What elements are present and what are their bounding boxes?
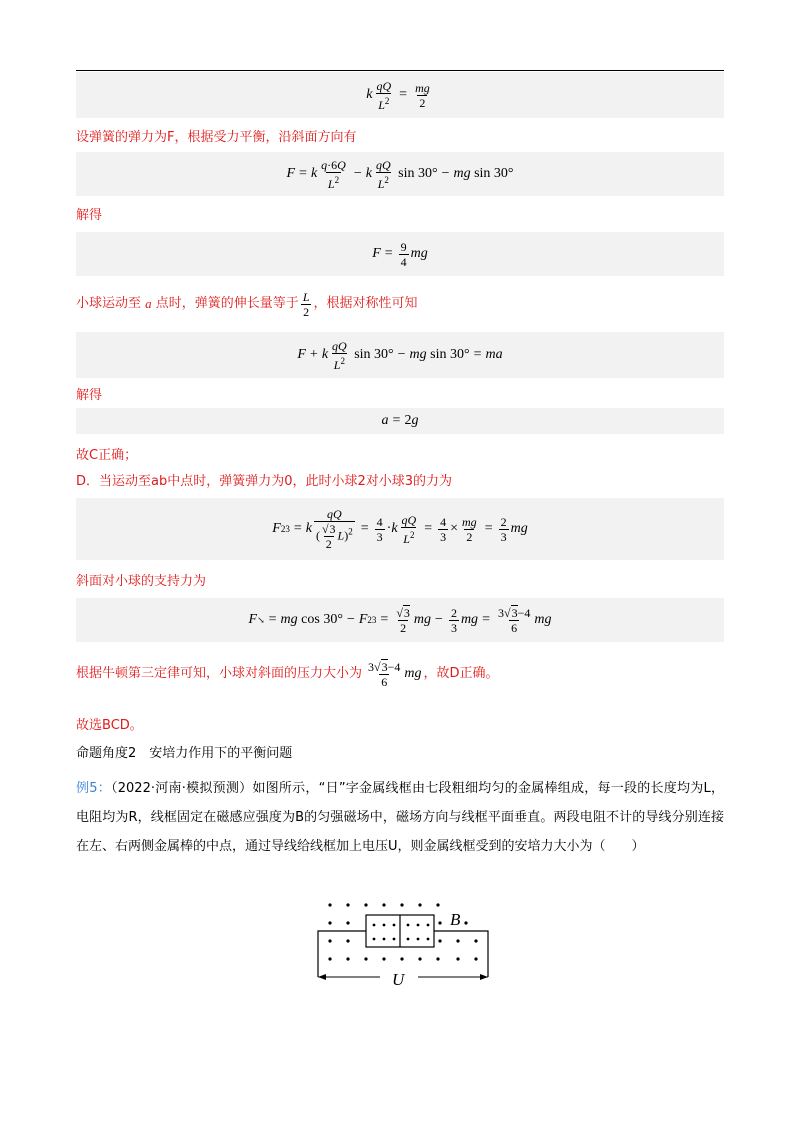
circuit-figure [300,895,500,990]
equation-3: F = $\frac{9}{4}$ mg [76,232,724,276]
line-ball-position: 小球运动至 a 点时，弹簧的伸长量等于 $\frac{L}{2}$ ，根据对称性可知 [76,289,418,319]
example-text: （2022·河南·模拟预测）如图所示，“日”字金属线框由七段粗细均匀的金属棒组成，每一段的长度均为L，电阻均为R，线框固定在磁感应强度为B的匀强磁场中，磁场方向与线框平面垂直。两段电阻不计的导线分别连接在左、右两侧金属棒的中点，通过导线给线框加上电压U，则金属线框受到的安培力大小为（ ） [76,781,724,854]
line-solve-2: 解得 [76,388,103,403]
line-support-force: 斜面对小球的支持力为 [76,574,207,589]
equation-1: k $\frac{qQ}{L^2}$ = $\frac{mg}{2}$ [76,72,724,118]
line-solve-1: 解得 [76,208,103,223]
example-label: 例5： [76,781,112,796]
line-pressure: 根据牛顿第三定律可知，小球对斜面的压力大小为 $\frac{3√3-4}{6}$ mg ，故D正确。 [76,659,499,689]
line-answer: 故选BCD。 [76,718,143,733]
line-c-correct: 故C正确； [76,448,138,463]
equation-6: F 23 = k qQ ( $\frac{√3}{2}$ L)$^2$ = $\frac{4}{3}$ · k $\frac{qQ}{L^2}$ = $\frac{4}{3}$ × $\frac{mg}{2}$ = $\frac{2}{3}$ mg [76,498,724,560]
line-d-analysis: D．当运动至ab中点时，弹簧弹力为0，此时小球2对小球3的力为 [76,474,453,489]
header-rule [76,70,724,71]
equation-7: F ↘ = mg cos 30° − F 23 = $\frac{√3}{2}$ mg − $\frac{2}{3}$ mg = $\frac{3√3-4}{6}$ mg [76,598,724,642]
field-label: B [450,910,461,929]
example-5 [76,774,724,861]
equation-2: F = k $\frac{q\cdot 6Q}{L^2}$ − k $\frac{qQ}{L^2}$ sin 30° − mg sin 30° [76,152,724,196]
section-heading: 命题角度2 安培力作用下的平衡问题 [76,746,293,761]
equation-4: F + k $\frac{qQ}{L^2}$ sin 30° − mg sin 30° = ma [76,332,724,378]
equation-5: a = 2 g [76,408,724,434]
line-spring-force: 设弹簧的弹力为F，根据受力平衡，沿斜面方向有 [76,130,357,145]
voltage-label: U [392,970,405,989]
